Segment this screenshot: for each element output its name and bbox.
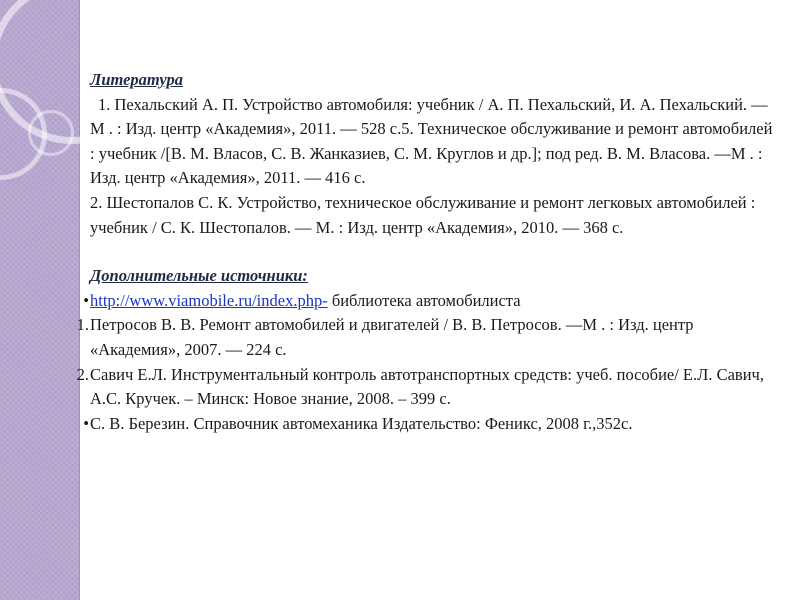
- number-marker: 2.: [76, 364, 89, 384]
- viamobile-link[interactable]: http://www.viamobile.ru/index.php-: [90, 290, 328, 310]
- additional-sources-heading: Дополнительные источники:: [90, 266, 308, 286]
- bullet-marker: •: [83, 290, 89, 310]
- source-item-berezin: [78, 412, 778, 437]
- decorative-ring: [28, 110, 74, 156]
- source-item-petrosov: [78, 313, 778, 362]
- literature-item-2: 2. Шестопалов С. К. Устройство, техническое обслуживание и ремонт легковых автомобилей : учебник / С. К. Шестопалов. — М. : Изд. центр «Академия», 2010. — 368 с.: [90, 192, 756, 237]
- number-marker: 1.: [76, 315, 89, 335]
- literature-heading: Литература: [90, 70, 183, 89]
- source-item-savich-text: Савич Е.Л. Инструментальный контроль автотранспортных средств: учеб. пособие/ Е.Л. Савич, А.С. Кручек. – Минск: Новое знание, 2008. – 399 с.: [90, 364, 764, 409]
- literature-item-1-text: 1. Пехальский А. П. Устройство автомобиля: учебник / А. П. Пехальский, И. А. Пехальский. — М . : Изд. центр «Академия», 2011. — 528 с.5. Техническое обслуживание и ремонт автомобилей : учебник /[В. М. Власов, С. В. Жанказиев, С. М. Круглов и др.]; под ред. В. М. Власова. —М . : Изд. центр «Академия», 2011. — 416 с.: [90, 94, 773, 188]
- source-item-petrosov-text: Петросов В. В. Ремонт автомобилей и двигателей / В. В. Петросов. —М . : Изд. центр «Академия», 2007. — 224 с.: [90, 315, 694, 359]
- slide-content: [78, 68, 778, 436]
- bullet-marker: •: [83, 413, 89, 433]
- source-item-berezin-text: С. В. Березин. Справочник автомеханика Издательство: Феникс, 2008 г.,352с.: [90, 413, 633, 433]
- source-item-link-text: библиотека автомобилиста: [327, 290, 521, 310]
- literature-item-1: [78, 93, 778, 191]
- source-item-savich: [78, 363, 778, 412]
- additional-sources-list: [78, 289, 778, 437]
- source-item-link: [78, 289, 778, 314]
